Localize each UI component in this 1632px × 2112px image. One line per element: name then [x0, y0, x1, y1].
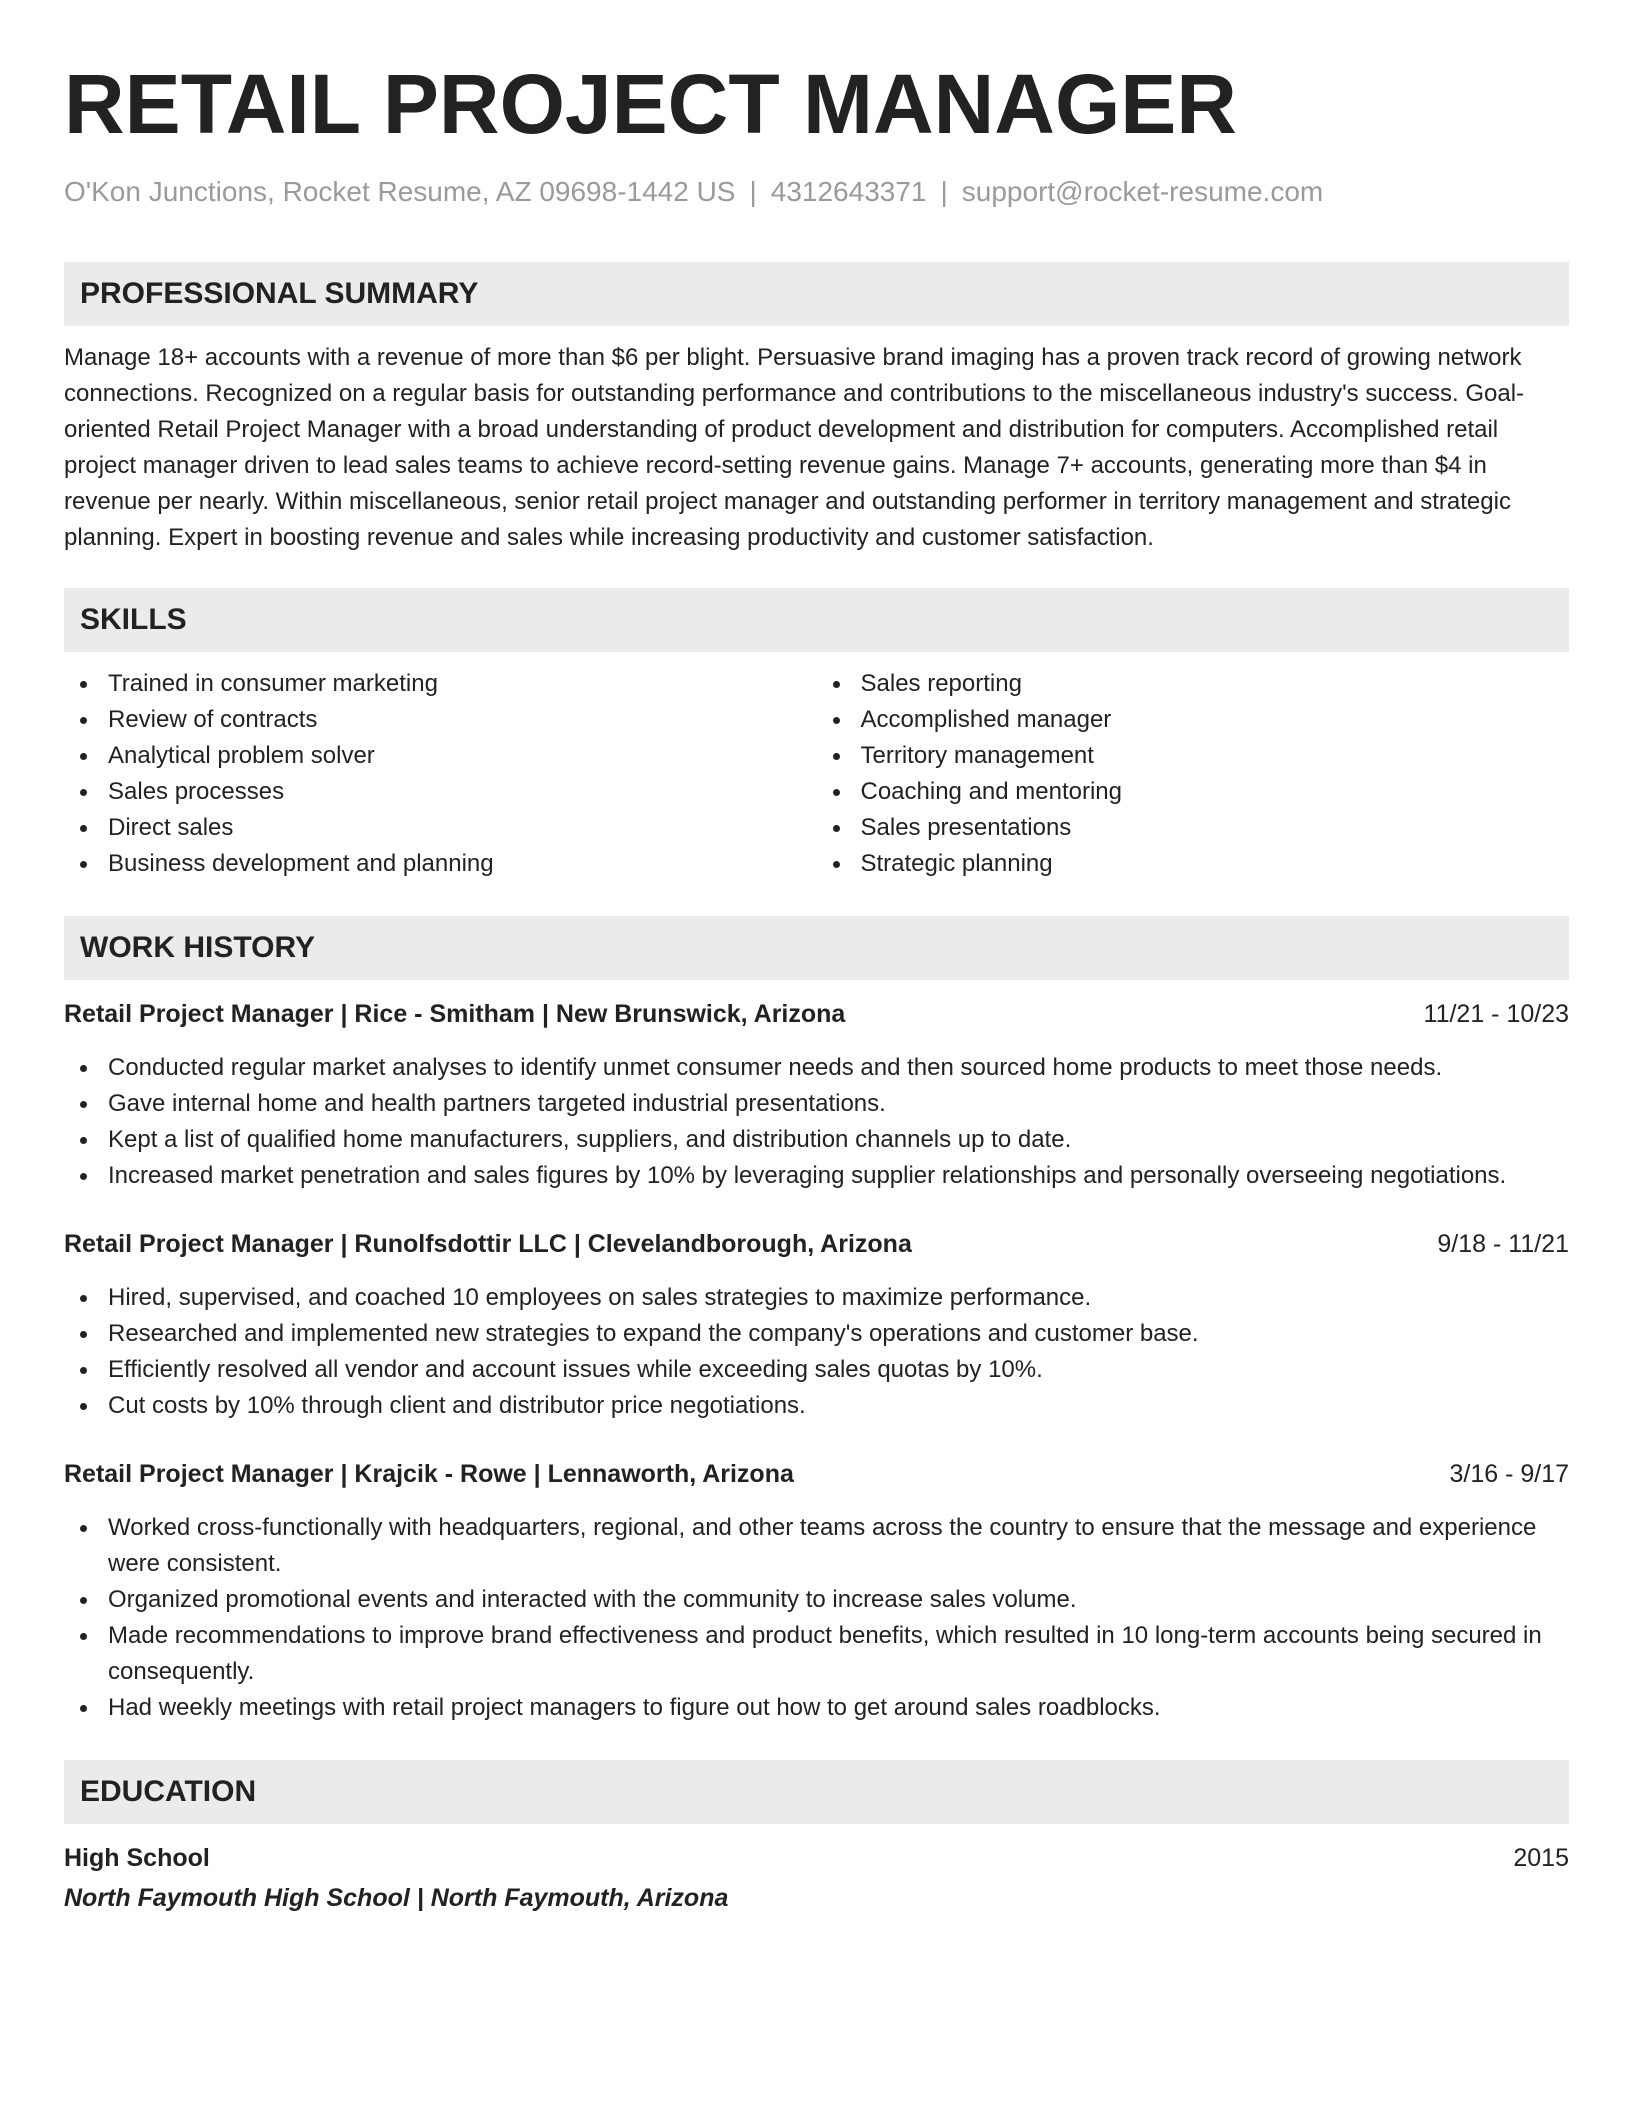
section-header-skills: SKILLS — [64, 588, 1569, 652]
skill-item: Trained in consumer marketing — [64, 666, 817, 702]
job-entry — [64, 1456, 1569, 1726]
job-bullet: Worked cross-functionally with headquarters, regional, and other teams across the country to ensure that the message and experience were consistent. — [64, 1510, 1569, 1582]
job-bullet: Organized promotional events and interacted with the community to increase sales volume. — [64, 1582, 1569, 1618]
job-dates: 11/21 - 10/23 — [1423, 1000, 1569, 1028]
job-dates: 9/18 - 11/21 — [1437, 1230, 1569, 1258]
skill-item: Accomplished manager — [817, 702, 1570, 738]
summary-text: Manage 18+ accounts with a revenue of more than $6 per blight. Persuasive brand imaging has a proven track record of growing network connections. Recognized on a regular basis for outstanding performance and contributions to the miscellaneous industry's success. Goal-oriented Retail Project Manager with a broad understanding of product development and distribution for computers. Accomplished retail project manager driven to lead sales teams to achieve record-setting revenue gains. Manage 7+ accounts, generating more than $4 in revenue per nearly. Within miscellaneous, senior retail project manager and outstanding performer in territory management and strategic planning. Expert in boosting revenue and sales while increasing productivity and customer satisfaction. — [64, 344, 1525, 551]
job-bullet: Conducted regular market analyses to identify unmet consumer needs and then sourced home products to meet those needs. — [64, 1050, 1569, 1086]
resume-title: RETAIL PROJECT MANAGER — [64, 57, 1237, 151]
section-header-summary: PROFESSIONAL SUMMARY — [64, 262, 1569, 326]
job-heading — [64, 1226, 1569, 1262]
skill-item: Direct sales — [64, 810, 817, 846]
education-degree: High School — [64, 1844, 210, 1872]
section-header-work-history: WORK HISTORY — [64, 916, 1569, 980]
job-title: Retail Project Manager | Rice - Smitham | New Brunswick, Arizona — [64, 1000, 846, 1028]
education-entry — [64, 1840, 1569, 1916]
education-heading — [64, 1840, 1569, 1876]
skill-item: Review of contracts — [64, 702, 817, 738]
job-bullet: Researched and implemented new strategies to expand the company's operations and customer base. — [64, 1316, 1569, 1352]
contact-line — [64, 174, 1569, 210]
skill-item: Business development and planning — [64, 846, 817, 882]
contact-separator: | — [940, 176, 948, 207]
contact-email: support@rocket-resume.com — [961, 176, 1324, 207]
job-bullet: Kept a list of qualified home manufacturers, suppliers, and distribution channels up to date. — [64, 1122, 1569, 1158]
education-year: 2015 — [1513, 1844, 1569, 1872]
contact-separator: | — [749, 176, 757, 207]
contact-phone: 4312643371 — [770, 176, 927, 207]
job-bullets — [64, 1280, 1569, 1424]
job-bullet: Efficiently resolved all vendor and account issues while exceeding sales quotas by 10%. — [64, 1352, 1569, 1388]
skill-item: Sales processes — [64, 774, 817, 810]
job-bullets — [64, 1510, 1569, 1726]
skill-item: Sales reporting — [817, 666, 1570, 702]
contact-address: O'Kon Junctions, Rocket Resume, AZ 09698-1442 US — [64, 176, 736, 207]
job-bullet: Made recommendations to improve brand effectiveness and product benefits, which resulted in 10 long-term accounts being secured in consequently. — [64, 1618, 1569, 1690]
job-dates: 3/16 - 9/17 — [1449, 1460, 1569, 1488]
job-title: Retail Project Manager | Krajcik - Rowe | Lennaworth, Arizona — [64, 1460, 794, 1488]
skill-item: Territory management — [817, 738, 1570, 774]
job-bullets — [64, 1050, 1569, 1194]
skills-column-right — [817, 666, 1570, 882]
job-heading — [64, 996, 1569, 1032]
job-entry — [64, 1226, 1569, 1424]
section-header-education: EDUCATION — [64, 1760, 1569, 1824]
skill-item: Sales presentations — [817, 810, 1570, 846]
skill-item: Coaching and mentoring — [817, 774, 1570, 810]
skills-column-left — [64, 666, 817, 882]
job-bullet: Had weekly meetings with retail project managers to figure out how to get around sales roadblocks. — [64, 1690, 1569, 1726]
skill-item: Strategic planning — [817, 846, 1570, 882]
skills-list — [64, 666, 1569, 882]
job-bullet: Cut costs by 10% through client and distributor price negotiations. — [64, 1388, 1569, 1424]
job-entry — [64, 996, 1569, 1194]
job-bullet: Hired, supervised, and coached 10 employees on sales strategies to maximize performance. — [64, 1280, 1569, 1316]
education-school: North Faymouth High School | North Faymouth, Arizona — [64, 1884, 729, 1912]
job-title: Retail Project Manager | Runolfsdottir LLC | Clevelandborough, Arizona — [64, 1230, 912, 1258]
job-heading — [64, 1456, 1569, 1492]
job-bullet: Gave internal home and health partners targeted industrial presentations. — [64, 1086, 1569, 1122]
skill-item: Analytical problem solver — [64, 738, 817, 774]
job-bullet: Increased market penetration and sales figures by 10% by leveraging supplier relationships and personally overseeing negotiations. — [64, 1158, 1569, 1194]
